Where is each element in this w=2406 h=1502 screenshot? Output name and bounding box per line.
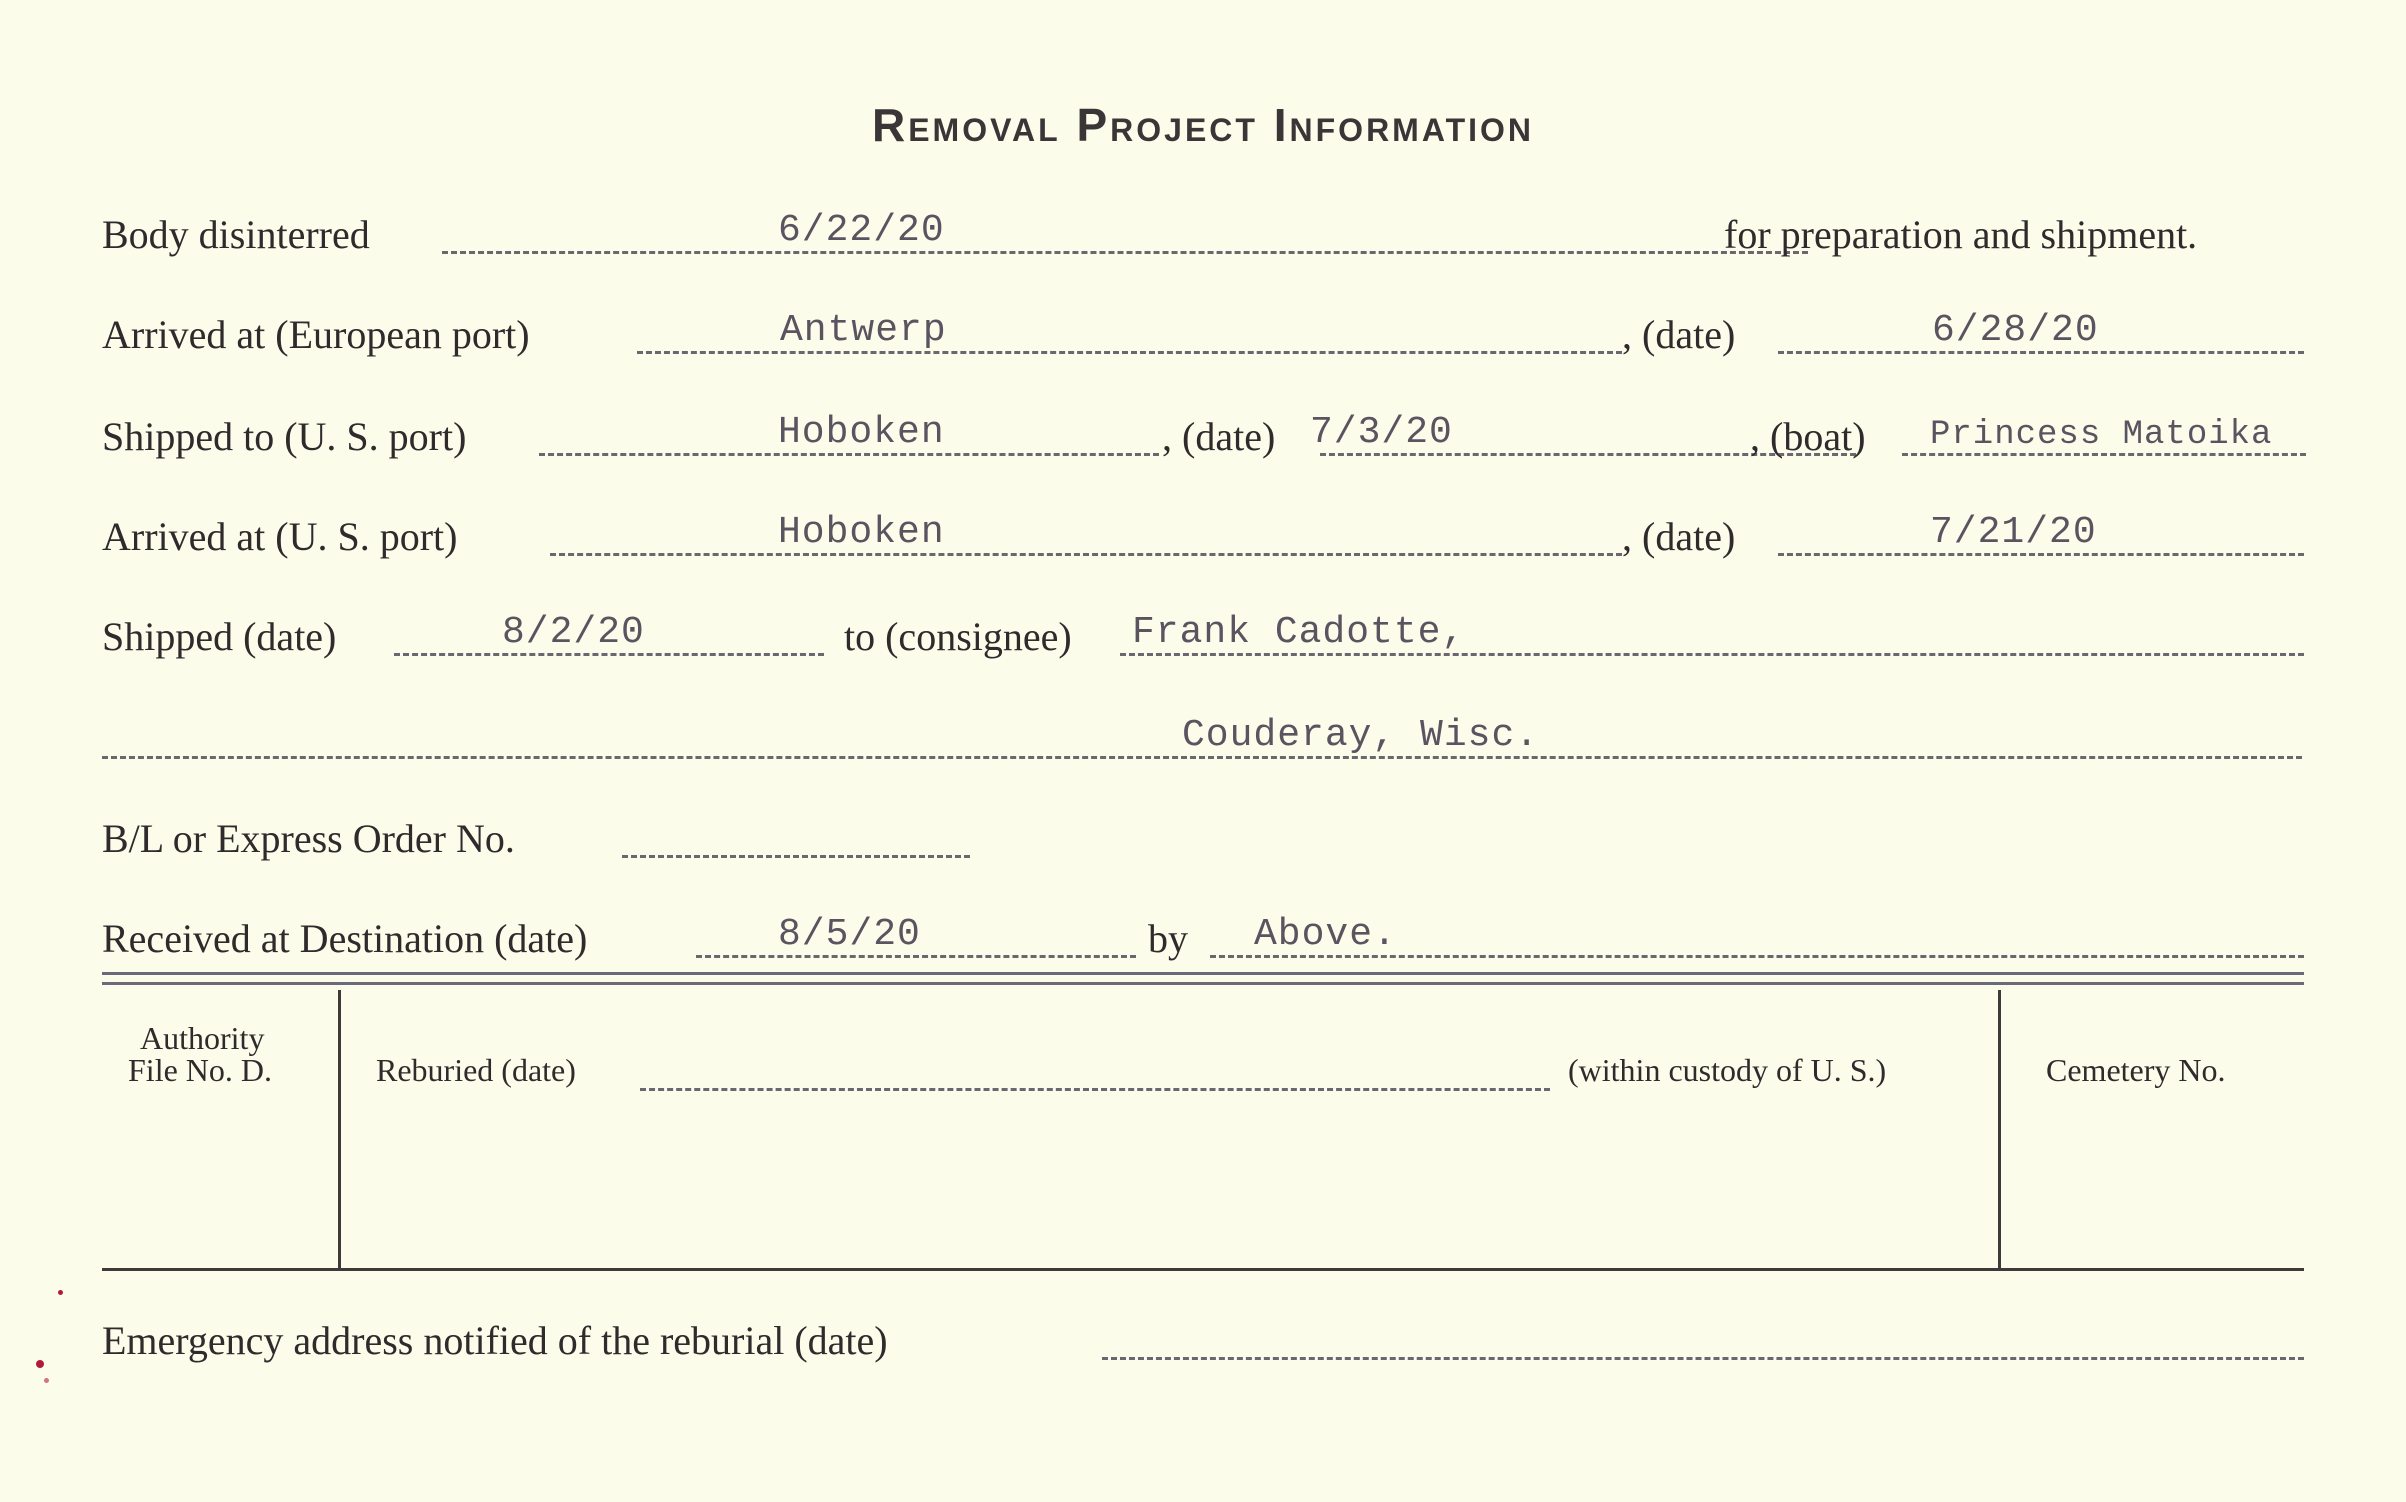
- arrived-us-label: Arrived at (U. S. port): [102, 514, 458, 559]
- shipped-us-port-value: Hoboken: [778, 411, 945, 454]
- row-bl-order: [102, 814, 2304, 874]
- received-by-value: Above.: [1254, 913, 1397, 956]
- reburied-line: [640, 1088, 1550, 1091]
- body-disinterred-suffix: for preparation and shipment.: [1724, 212, 2198, 257]
- arrived-us-date-value: 7/21/20: [1930, 511, 2097, 554]
- table-top-rule-1: [102, 972, 2304, 975]
- custody-label: (within custody of U. S.): [1568, 1052, 1887, 1088]
- emergency-line: [1102, 1357, 2304, 1360]
- table-divider-left: [338, 990, 341, 1268]
- bl-order-label: B/L or Express Order No.: [102, 816, 515, 861]
- ink-spot: [58, 1290, 63, 1295]
- body-disinterred-value: 6/22/20: [778, 209, 945, 252]
- reburied-label: Reburied (date): [376, 1052, 576, 1088]
- table-top-rule-2: [102, 982, 2304, 985]
- consignee-value: Frank Cadotte,: [1132, 611, 1466, 654]
- row-consignee-address: [102, 715, 2304, 775]
- shipped-date-value: 8/2/20: [502, 611, 645, 654]
- received-label: Received at Destination (date): [102, 916, 588, 961]
- body-disinterred-line: [442, 251, 1808, 254]
- authority-label-1: Authority: [140, 1020, 265, 1056]
- authority-label-2: File No. D.: [128, 1052, 272, 1088]
- ink-spot: [44, 1378, 49, 1383]
- consignee-label: to (consignee): [844, 614, 1072, 659]
- row-emergency: [102, 1316, 2304, 1376]
- shipped-us-boat-value: Princess Matoika: [1930, 416, 2273, 454]
- received-date-value: 8/5/20: [778, 913, 921, 956]
- arrived-us-port-line: [550, 553, 1622, 556]
- shipped-us-date-value: 7/3/20: [1310, 411, 1453, 454]
- ink-spot: [36, 1360, 44, 1368]
- arrived-european-date-label: , (date): [1622, 312, 1736, 357]
- arrived-us-date-label: , (date): [1622, 514, 1736, 559]
- shipped-date-label: Shipped (date): [102, 614, 337, 659]
- shipped-us-date-label: , (date): [1162, 414, 1276, 459]
- body-disinterred-label: Body disinterred: [102, 212, 370, 257]
- row-shipped-us: [102, 412, 2304, 472]
- emergency-label: Emergency address notified of the reburial (date): [102, 1318, 888, 1363]
- bl-order-line: [622, 855, 970, 858]
- consignee-address-value: Couderay, Wisc.: [1182, 714, 1540, 757]
- row-body-disinterred: [102, 210, 2304, 270]
- arrived-european-date-value: 6/28/20: [1932, 309, 2099, 352]
- table-divider-right: [1998, 990, 2001, 1268]
- arrived-european-port-value: Antwerp: [780, 309, 947, 352]
- cemetery-label: Cemetery No.: [2046, 1052, 2226, 1088]
- received-by-label: by: [1148, 916, 1188, 961]
- shipped-us-boat-label: , (boat): [1750, 414, 1866, 459]
- row-shipped: [102, 612, 2304, 672]
- row-arrived-us: [102, 512, 2304, 572]
- table-bottom-rule: [102, 1268, 2304, 1271]
- row-received: [102, 914, 2304, 974]
- arrived-us-port-value: Hoboken: [778, 511, 945, 554]
- row-arrived-european: [102, 310, 2304, 370]
- page-title: Removal Project Information: [871, 99, 1535, 151]
- arrived-european-label: Arrived at (European port): [102, 312, 530, 357]
- shipped-us-label: Shipped to (U. S. port): [102, 414, 467, 459]
